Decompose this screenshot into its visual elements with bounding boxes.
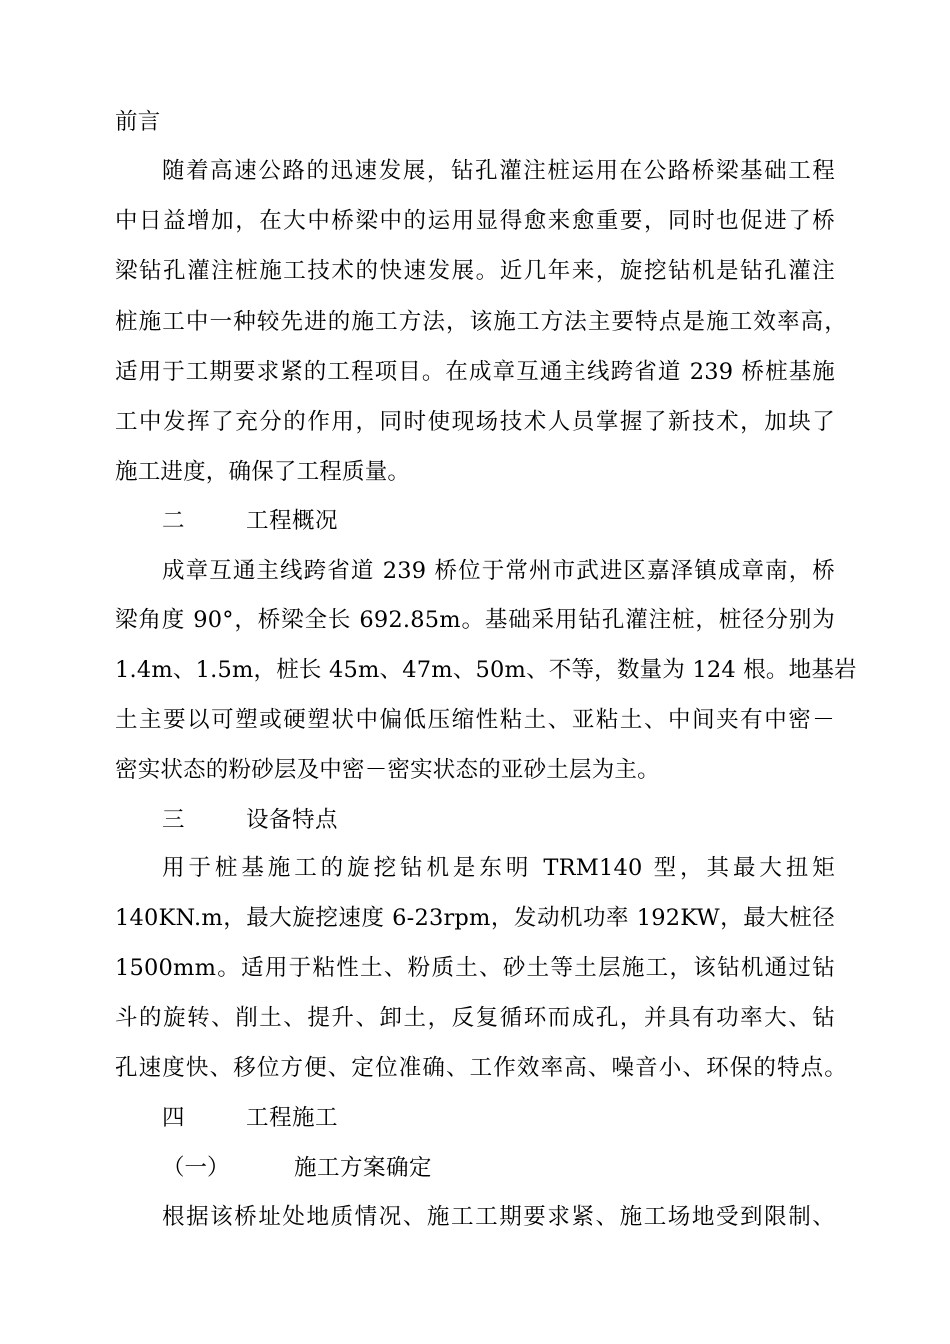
subsection-1-number: （一） xyxy=(162,1155,230,1181)
section-2-number: 二 xyxy=(162,508,185,534)
preface-line-4: 桩施工中一种较先进的施工方法，该施工方法主要特点是施工效率高， xyxy=(115,309,847,335)
section-3-line-4: 斗的旋转、削土、提升、卸土，反复循环而成孔，并具有功率大、钻 xyxy=(115,1005,835,1031)
preface-line-7: 施工进度，确保了工程质量。 xyxy=(115,459,411,485)
preface-title: 前言 xyxy=(115,109,161,135)
preface-line-6: 工中发挥了充分的作用，同时使现场技术人员掌握了新技术，加块了 xyxy=(115,409,835,435)
section-3-title: 设备特点 xyxy=(246,807,339,833)
section-3-line-5: 孔速度快、移位方便、定位准确、工作效率高、噪音小、环保的特点。 xyxy=(115,1055,847,1081)
section-2-line-5: 密实状态的粉砂层及中密－密实状态的亚砂土层为主。 xyxy=(115,757,660,783)
section-2-line-2: 梁角度 90°，桥梁全长 692.85m。基础采用钻孔灌注桩，桩径分别为 xyxy=(115,607,835,633)
section-3-line-1: 用于桩基施工的旋挖钻机是东明 TRM140 型，其最大扭矩 xyxy=(162,855,835,881)
section-3-line-2: 140KN.m，最大旋挖速度 6-23rpm，发动机功率 192KW，最大桩径 xyxy=(115,905,835,931)
preface-line-5: 适用于工期要求紧的工程项目。在成章互通主线跨省道 239 桥桩基施 xyxy=(115,359,835,385)
section-2-line-4: 土主要以可塑或硬塑状中偏低压缩性粘土、亚粘土、中间夹有中密－ xyxy=(115,707,835,733)
section-2-line-1: 成章互通主线跨省道 239 桥位于常州市武进区嘉泽镇成章南，桥 xyxy=(162,558,835,584)
preface-line-1: 随着高速公路的迅速发展，钻孔灌注桩运用在公路桥梁基础工程 xyxy=(162,158,835,184)
section-3-line-3: 1500mm。适用于粘性土、粉质土、砂土等土层施工，该钻机通过钻 xyxy=(115,955,835,981)
preface-line-2: 中日益增加，在大中桥梁中的运用显得愈来愈重要，同时也促进了桥 xyxy=(115,208,835,234)
section-3-number: 三 xyxy=(162,807,185,833)
section-4-title: 工程施工 xyxy=(246,1105,339,1131)
section-2-line-3: 1.4m、1.5m，桩长 45m、47m、50m、不等，数量为 124 根。地基岩 xyxy=(115,657,857,683)
section-4-number: 四 xyxy=(162,1105,185,1131)
preface-line-3: 梁钻孔灌注桩施工技术的快速发展。近几年来，旋挖钻机是钻孔灌注 xyxy=(115,258,835,284)
section-4-line-1: 根据该桥址处地质情况、施工工期要求紧、施工场地受到限制、 xyxy=(162,1204,835,1230)
subsection-1-title: 施工方案确定 xyxy=(294,1155,433,1181)
section-2-title: 工程概况 xyxy=(246,508,339,534)
